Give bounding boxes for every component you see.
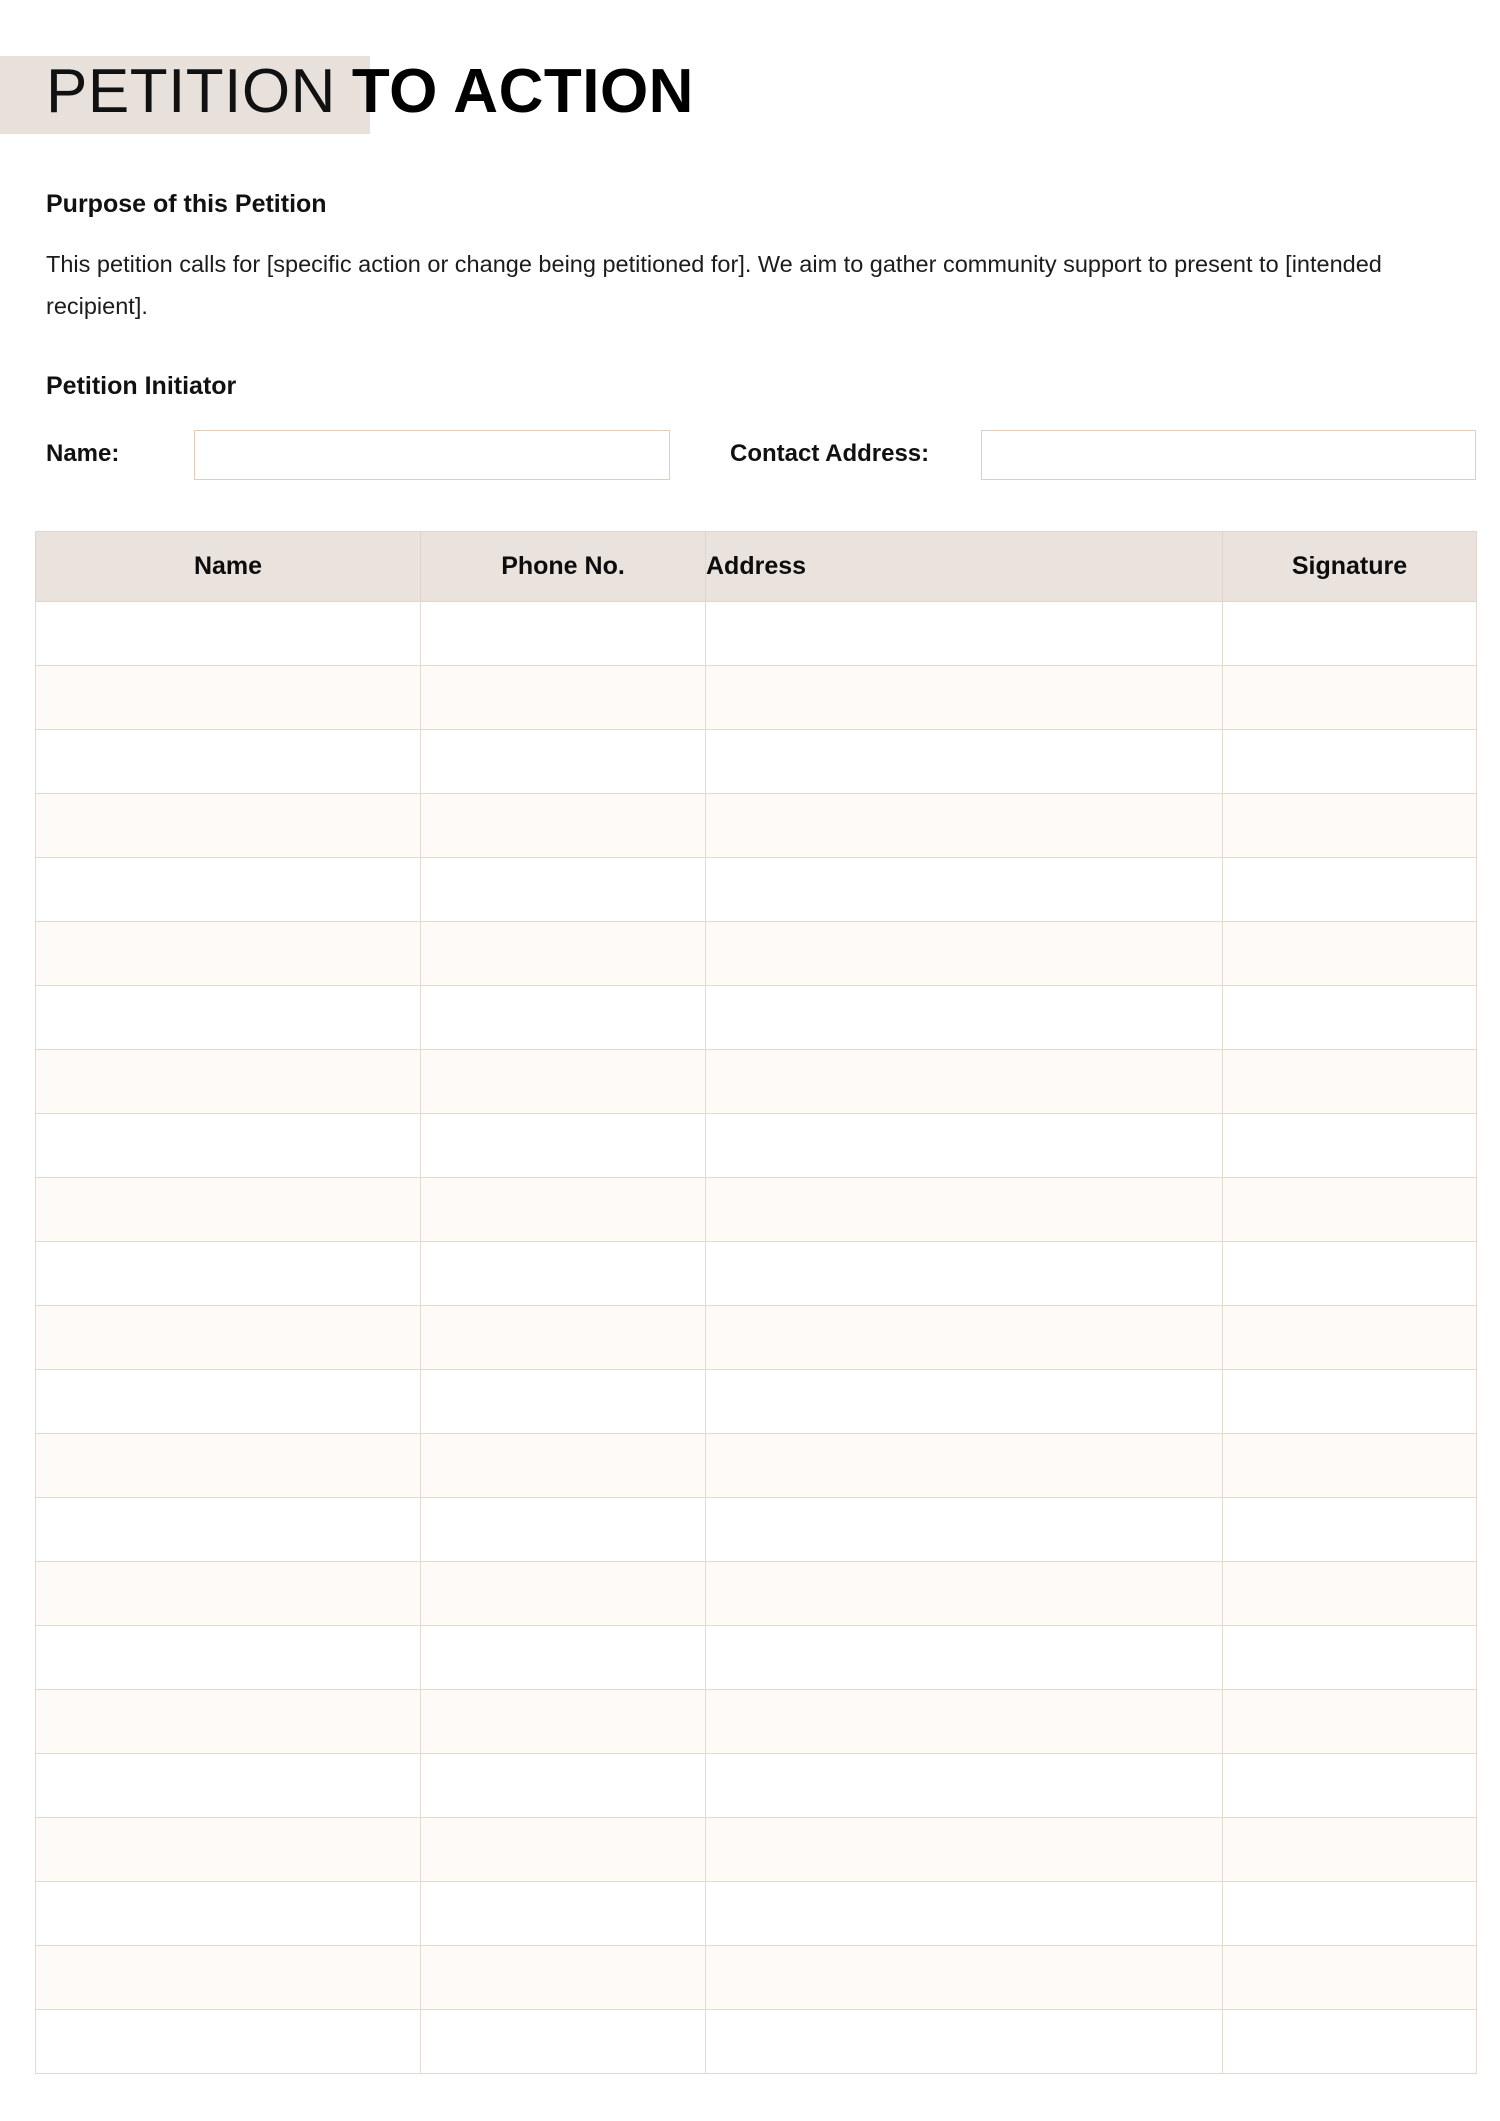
table-header-row xyxy=(36,532,1477,602)
cell-input-phone[interactable] xyxy=(421,1050,705,1113)
cell-input-address[interactable] xyxy=(706,1754,1222,1817)
cell-input-address[interactable] xyxy=(706,602,1222,665)
table-row xyxy=(36,1818,1477,1882)
purpose-heading: Purpose of this Petition xyxy=(46,190,327,218)
cell-input-phone[interactable] xyxy=(421,1306,705,1369)
table-cell-name[interactable] xyxy=(36,1498,421,1562)
cell-input-phone[interactable] xyxy=(421,1882,705,1945)
cell-input-address[interactable] xyxy=(706,922,1222,985)
table-cell-phone[interactable] xyxy=(421,1114,706,1178)
table-cell-address[interactable] xyxy=(706,1946,1223,2010)
table-row xyxy=(36,1050,1477,1114)
table-row xyxy=(36,986,1477,1050)
table-cell-name[interactable] xyxy=(36,794,421,858)
table-cell-signature[interactable] xyxy=(1223,666,1477,730)
cell-input-phone[interactable] xyxy=(421,1114,705,1177)
cell-input-name[interactable] xyxy=(36,730,420,793)
table-cell-address[interactable] xyxy=(706,1434,1223,1498)
table-cell-phone[interactable] xyxy=(421,2010,706,2074)
table-cell-address[interactable] xyxy=(706,1498,1223,1562)
purpose-body-text: This petition calls for [specific action or change being petitioned for]. We aim to gather community support to present to [intended recipient]. xyxy=(46,251,1382,319)
cell-input-signature[interactable] xyxy=(1223,1306,1476,1369)
table-row xyxy=(36,1498,1477,1562)
table-row xyxy=(36,1690,1477,1754)
table-cell-phone[interactable] xyxy=(421,1050,706,1114)
cell-input-signature[interactable] xyxy=(1223,1434,1476,1497)
cell-input-address[interactable] xyxy=(706,1114,1222,1177)
table-cell-phone[interactable] xyxy=(421,1946,706,2010)
table-row xyxy=(36,1434,1477,1498)
table-cell-phone[interactable] xyxy=(421,858,706,922)
table-cell-signature[interactable] xyxy=(1223,602,1477,666)
cell-input-signature[interactable] xyxy=(1223,2010,1476,2073)
cell-input-name[interactable] xyxy=(36,1498,420,1561)
column-header-address: Address xyxy=(706,532,1223,602)
cell-input-phone[interactable] xyxy=(421,730,705,793)
table-cell-signature[interactable] xyxy=(1223,1178,1477,1242)
table-cell-phone[interactable] xyxy=(421,602,706,666)
cell-input-signature[interactable] xyxy=(1223,922,1476,985)
table-row xyxy=(36,666,1477,730)
cell-input-name[interactable] xyxy=(36,1690,420,1753)
table-cell-address[interactable] xyxy=(706,1178,1223,1242)
cell-input-signature[interactable] xyxy=(1223,1946,1476,2009)
initiator-name-field-box[interactable] xyxy=(194,430,670,480)
cell-input-address[interactable] xyxy=(706,2010,1222,2073)
table-cell-address[interactable] xyxy=(706,1818,1223,1882)
signature-table xyxy=(35,531,1477,2074)
cell-input-address[interactable] xyxy=(706,666,1222,729)
table-cell-name[interactable] xyxy=(36,1690,421,1754)
cell-input-phone[interactable] xyxy=(421,1434,705,1497)
table-cell-signature[interactable] xyxy=(1223,1050,1477,1114)
cell-input-phone[interactable] xyxy=(421,666,705,729)
page-title xyxy=(46,52,694,132)
table-cell-name[interactable] xyxy=(36,2010,421,2074)
cell-input-address[interactable] xyxy=(706,1242,1222,1305)
table-cell-signature[interactable] xyxy=(1223,1306,1477,1370)
column-header-phone-no: Phone No. xyxy=(421,532,706,602)
cell-input-signature[interactable] xyxy=(1223,1626,1476,1689)
table-cell-name[interactable] xyxy=(36,1754,421,1818)
cell-input-address[interactable] xyxy=(706,1626,1222,1689)
cell-input-signature[interactable] xyxy=(1223,986,1476,1049)
table-cell-address[interactable] xyxy=(706,1626,1223,1690)
cell-input-signature[interactable] xyxy=(1223,666,1476,729)
cell-input-signature[interactable] xyxy=(1223,1562,1476,1625)
table-cell-signature[interactable] xyxy=(1223,1754,1477,1818)
title-word-petition: PETITION xyxy=(46,57,336,126)
table-row xyxy=(36,794,1477,858)
signature-table-header xyxy=(36,532,1477,602)
cell-input-name[interactable] xyxy=(36,1178,420,1241)
cell-input-phone[interactable] xyxy=(421,1370,705,1433)
table-row xyxy=(36,922,1477,986)
cell-input-name[interactable] xyxy=(36,2010,420,2073)
table-cell-phone[interactable] xyxy=(421,666,706,730)
table-cell-signature[interactable] xyxy=(1223,1818,1477,1882)
cell-input-phone[interactable] xyxy=(421,794,705,857)
table-cell-signature[interactable] xyxy=(1223,922,1477,986)
table-row xyxy=(36,1114,1477,1178)
cell-input-signature[interactable] xyxy=(1223,1818,1476,1881)
table-cell-signature[interactable] xyxy=(1223,1626,1477,1690)
table-cell-phone[interactable] xyxy=(421,922,706,986)
table-cell-signature[interactable] xyxy=(1223,1690,1477,1754)
petition-initiator-heading: Petition Initiator xyxy=(46,372,237,400)
cell-input-signature[interactable] xyxy=(1223,858,1476,921)
cell-input-phone[interactable] xyxy=(421,602,705,665)
table-row xyxy=(36,730,1477,794)
table-row xyxy=(36,1754,1477,1818)
cell-input-address[interactable] xyxy=(706,1434,1222,1497)
table-cell-address[interactable] xyxy=(706,1562,1223,1626)
cell-input-address[interactable] xyxy=(706,1946,1222,2009)
table-cell-address[interactable] xyxy=(706,1754,1223,1818)
table-cell-signature[interactable] xyxy=(1223,1434,1477,1498)
initiator-contact-address-label: Contact Address: xyxy=(730,440,930,467)
table-row xyxy=(36,1242,1477,1306)
table-cell-phone[interactable] xyxy=(421,730,706,794)
table-cell-name[interactable] xyxy=(36,1946,421,2010)
table-cell-address[interactable] xyxy=(706,1114,1223,1178)
cell-input-name[interactable] xyxy=(36,794,420,857)
table-row xyxy=(36,858,1477,922)
cell-input-signature[interactable] xyxy=(1223,1050,1476,1113)
cell-input-address[interactable] xyxy=(706,1178,1222,1241)
cell-input-address[interactable] xyxy=(706,1306,1222,1369)
column-header-name: Name xyxy=(36,532,421,602)
table-cell-name[interactable] xyxy=(36,1626,421,1690)
table-cell-address[interactable] xyxy=(706,2010,1223,2074)
cell-input-signature[interactable] xyxy=(1223,1114,1476,1177)
table-cell-name[interactable] xyxy=(36,922,421,986)
table-cell-phone[interactable] xyxy=(421,1882,706,1946)
cell-input-phone[interactable] xyxy=(421,1242,705,1305)
cell-input-name[interactable] xyxy=(36,1050,420,1113)
table-cell-name[interactable] xyxy=(36,858,421,922)
cell-input-address[interactable] xyxy=(706,1498,1222,1561)
table-cell-signature[interactable] xyxy=(1223,1114,1477,1178)
title-word-to-action: TO ACTION xyxy=(351,57,694,126)
table-cell-name[interactable] xyxy=(36,1562,421,1626)
table-cell-phone[interactable] xyxy=(421,1818,706,1882)
cell-input-phone[interactable] xyxy=(421,1946,705,2009)
cell-input-address[interactable] xyxy=(706,986,1222,1049)
cell-input-address[interactable] xyxy=(706,1690,1222,1753)
table-row xyxy=(36,1946,1477,2010)
table-cell-phone[interactable] xyxy=(421,986,706,1050)
cell-input-signature[interactable] xyxy=(1223,1498,1476,1561)
signature-table-body xyxy=(36,602,1477,2074)
table-cell-phone[interactable] xyxy=(421,1370,706,1434)
initiator-name-input[interactable] xyxy=(195,431,669,479)
table-cell-address[interactable] xyxy=(706,1370,1223,1434)
table-cell-signature[interactable] xyxy=(1223,794,1477,858)
cell-input-address[interactable] xyxy=(706,858,1222,921)
initiator-name-label: Name: xyxy=(46,440,120,467)
cell-input-name[interactable] xyxy=(36,1626,420,1689)
table-cell-address[interactable] xyxy=(706,1050,1223,1114)
table-cell-name[interactable] xyxy=(36,1818,421,1882)
initiator-form-row xyxy=(46,430,1476,482)
cell-input-signature[interactable] xyxy=(1223,794,1476,857)
table-cell-signature[interactable] xyxy=(1223,986,1477,1050)
cell-input-signature[interactable] xyxy=(1223,1690,1476,1753)
table-cell-phone[interactable] xyxy=(421,1498,706,1562)
cell-input-phone[interactable] xyxy=(421,1626,705,1689)
cell-input-phone[interactable] xyxy=(421,922,705,985)
table-cell-address[interactable] xyxy=(706,602,1223,666)
cell-input-phone[interactable] xyxy=(421,2010,705,2073)
cell-input-signature[interactable] xyxy=(1223,1370,1476,1433)
table-cell-phone[interactable] xyxy=(421,1626,706,1690)
initiator-contact-address-input[interactable] xyxy=(982,431,1475,479)
table-cell-signature[interactable] xyxy=(1223,1370,1477,1434)
cell-input-signature[interactable] xyxy=(1223,1754,1476,1817)
cell-input-phone[interactable] xyxy=(421,1562,705,1625)
cell-input-address[interactable] xyxy=(706,1050,1222,1113)
document-title-block xyxy=(0,56,1500,134)
table-cell-name[interactable] xyxy=(36,1882,421,1946)
cell-input-name[interactable] xyxy=(36,1434,420,1497)
cell-input-signature[interactable] xyxy=(1223,1242,1476,1305)
table-cell-name[interactable] xyxy=(36,666,421,730)
table-row xyxy=(36,1306,1477,1370)
table-cell-signature[interactable] xyxy=(1223,1498,1477,1562)
table-cell-address[interactable] xyxy=(706,922,1223,986)
cell-input-address[interactable] xyxy=(706,1370,1222,1433)
cell-input-signature[interactable] xyxy=(1223,730,1476,793)
cell-input-address[interactable] xyxy=(706,730,1222,793)
initiator-contact-address-field-box[interactable] xyxy=(981,430,1476,480)
cell-input-name[interactable] xyxy=(36,922,420,985)
table-row xyxy=(36,1626,1477,1690)
table-cell-phone[interactable] xyxy=(421,1306,706,1370)
table-cell-address[interactable] xyxy=(706,730,1223,794)
cell-input-signature[interactable] xyxy=(1223,602,1476,665)
cell-input-phone[interactable] xyxy=(421,1754,705,1817)
table-cell-address[interactable] xyxy=(706,1242,1223,1306)
table-cell-address[interactable] xyxy=(706,666,1223,730)
table-cell-name[interactable] xyxy=(36,1242,421,1306)
cell-input-name[interactable] xyxy=(36,858,420,921)
table-cell-name[interactable] xyxy=(36,1434,421,1498)
table-cell-name[interactable] xyxy=(36,602,421,666)
table-cell-signature[interactable] xyxy=(1223,2010,1477,2074)
table-cell-address[interactable] xyxy=(706,1690,1223,1754)
table-cell-phone[interactable] xyxy=(421,1690,706,1754)
table-cell-phone[interactable] xyxy=(421,1178,706,1242)
table-cell-signature[interactable] xyxy=(1223,858,1477,922)
cell-input-name[interactable] xyxy=(36,986,420,1049)
table-cell-name[interactable] xyxy=(36,1114,421,1178)
cell-input-signature[interactable] xyxy=(1223,1178,1476,1241)
cell-input-name[interactable] xyxy=(36,1242,420,1305)
table-cell-name[interactable] xyxy=(36,1178,421,1242)
cell-input-address[interactable] xyxy=(706,1818,1222,1881)
table-cell-signature[interactable] xyxy=(1223,1946,1477,2010)
table-cell-name[interactable] xyxy=(36,730,421,794)
table-cell-address[interactable] xyxy=(706,1306,1223,1370)
cell-input-phone[interactable] xyxy=(421,1818,705,1881)
table-cell-phone[interactable] xyxy=(421,794,706,858)
cell-input-name[interactable] xyxy=(36,1562,420,1625)
table-cell-phone[interactable] xyxy=(421,1562,706,1626)
cell-input-phone[interactable] xyxy=(421,986,705,1049)
cell-input-phone[interactable] xyxy=(421,858,705,921)
table-cell-signature[interactable] xyxy=(1223,730,1477,794)
signature-table-wrapper xyxy=(35,531,1476,2074)
cell-input-name[interactable] xyxy=(36,666,420,729)
table-cell-phone[interactable] xyxy=(421,1434,706,1498)
table-cell-phone[interactable] xyxy=(421,1754,706,1818)
table-cell-address[interactable] xyxy=(706,986,1223,1050)
table-row xyxy=(36,2010,1477,2074)
table-cell-signature[interactable] xyxy=(1223,1562,1477,1626)
column-header-signature: Signature xyxy=(1223,532,1477,602)
table-cell-name[interactable] xyxy=(36,1370,421,1434)
table-row xyxy=(36,1562,1477,1626)
table-cell-phone[interactable] xyxy=(421,1242,706,1306)
cell-input-name[interactable] xyxy=(36,1946,420,2009)
table-cell-address[interactable] xyxy=(706,858,1223,922)
cell-input-address[interactable] xyxy=(706,1562,1222,1625)
cell-input-address[interactable] xyxy=(706,1882,1222,1945)
table-cell-name[interactable] xyxy=(36,1306,421,1370)
cell-input-signature[interactable] xyxy=(1223,1882,1476,1945)
cell-input-name[interactable] xyxy=(36,602,420,665)
cell-input-name[interactable] xyxy=(36,1114,420,1177)
table-row xyxy=(36,1882,1477,1946)
cell-input-phone[interactable] xyxy=(421,1178,705,1241)
cell-input-address[interactable] xyxy=(706,794,1222,857)
table-cell-signature[interactable] xyxy=(1223,1882,1477,1946)
cell-input-name[interactable] xyxy=(36,1306,420,1369)
cell-input-name[interactable] xyxy=(36,1754,420,1817)
table-cell-address[interactable] xyxy=(706,794,1223,858)
table-cell-name[interactable] xyxy=(36,1050,421,1114)
table-cell-name[interactable] xyxy=(36,986,421,1050)
table-row xyxy=(36,602,1477,666)
table-row xyxy=(36,1370,1477,1434)
table-row xyxy=(36,1178,1477,1242)
cell-input-phone[interactable] xyxy=(421,1498,705,1561)
table-cell-signature[interactable] xyxy=(1223,1242,1477,1306)
table-cell-address[interactable] xyxy=(706,1882,1223,1946)
cell-input-phone[interactable] xyxy=(421,1690,705,1753)
cell-input-name[interactable] xyxy=(36,1818,420,1881)
cell-input-name[interactable] xyxy=(36,1882,420,1945)
cell-input-name[interactable] xyxy=(36,1370,420,1433)
